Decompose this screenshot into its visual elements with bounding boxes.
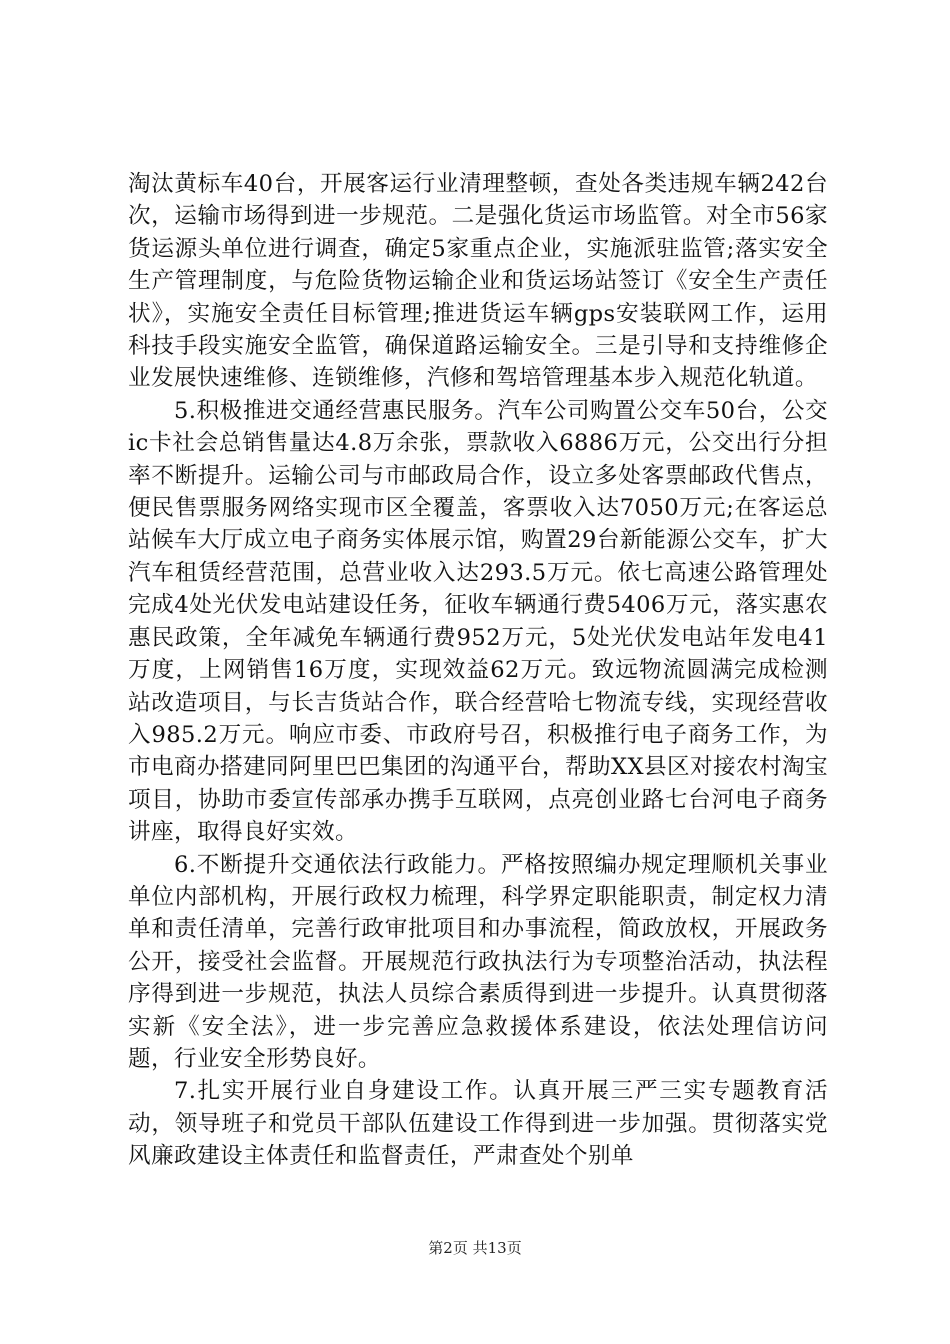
document-body: [128, 168, 828, 1173]
paragraph-2: 5.积极推进交通经营惠民服务。汽车公司购置公交车50台，公交ic卡社会总销售量达4.8万余张，票款收入6886万元，公交出行分担率不断提升。运输公司与市邮政局合作，设立多处客票邮政代售点，便民售票服务网络实现市区全覆盖，客票收入达7050万元;在客运总站候车大厅成立电子商务实体展示馆，购置29台新能源公交车，扩大汽车租赁经营范围，总营业收入达293.5万元。依七高速公路管理处完成4处光伏发电站建设任务，征收车辆通行费5406万元，落实惠农惠民政策，全年减免车辆通行费952万元，5处光伏发电站年发电41万度，上网销售16万度，实现效益62万元。致远物流圆满完成检测站改造项目，与长吉货站合作，联合经营哈七物流专线，实现经营收入985.2万元。响应市委、市政府号召，积极推行电子商务工作，为市电商办搭建同阿里巴巴集团的沟通平台，帮助XX县区对接农村淘宝项目，协助市委宣传部承办携手互联网，点亮创业路七台河电子商务讲座，取得良好实效。: [128, 397, 828, 846]
paragraph-1: 淘汰黄标车40台，开展客运行业清理整顿，查处各类违规车辆242台次，运输市场得到进一步规范。二是强化货运市场监管。对全市56家货运源头单位进行调查，确定5家重点企业，实施派驻监管;落实安全生产管理制度，与危险货物运输企业和货运场站签订《安全生产责任状》，实施安全责任目标管理;推进货运车辆gps安装联网工作，运用科技手段实施安全监管，确保道路运输安全。三是引导和支持维修企业发展快速维修、连锁维修，汽修和驾培管理基本步入规范化轨道。: [128, 171, 828, 392]
paragraph-3: 6.不断提升交通依法行政能力。严格按照编办规定理顺机关事业单位内部机构，开展行政权力梳理，科学界定职能职责，制定权力清单和责任清单，完善行政审批项目和办事流程，简政放权，开展政务公开，接受社会监督。开展规范行政执法行为专项整治活动，执法程序得到进一步规范，执法人员综合素质得到进一步提升。认真贯彻落实新《安全法》，进一步完善应急救援体系建设，依法处理信访问题，行业安全形势良好。: [128, 851, 828, 1072]
paragraph-4: 7.扎实开展行业自身建设工作。认真开展三严三实专题教育活动，领导班子和党员干部队伍建设工作得到进一步加强。贯彻落实党风廉政建设主体责任和监督责任，严肃查处个别单: [128, 1078, 828, 1170]
page-number-footer: 第2页 共13页: [428, 1239, 522, 1257]
